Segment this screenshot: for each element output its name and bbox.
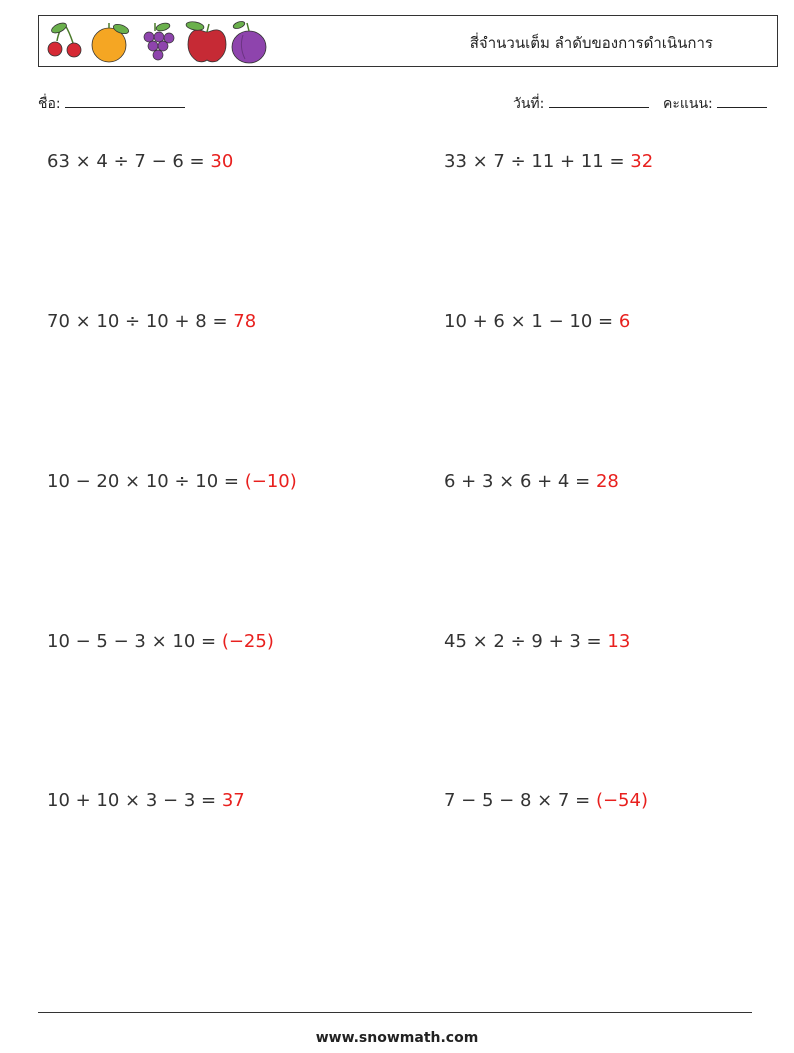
problem-2 — [444, 151, 653, 172]
grapes-icon — [144, 22, 174, 60]
cherry-icon — [48, 21, 81, 57]
problem-answer: 13 — [607, 631, 631, 652]
plum-icon — [232, 20, 266, 63]
problem-expression: 33 × 7 ÷ 11 + 11 = — [444, 151, 625, 172]
problem-expression: 6 + 3 × 6 + 4 = — [444, 471, 591, 492]
fruit-banner — [43, 19, 273, 65]
problem-7 — [47, 631, 274, 652]
problem-answer: 28 — [595, 471, 619, 492]
problem-answer: 30 — [210, 151, 234, 172]
footer-divider — [38, 1012, 752, 1013]
problem-answer: (−54) — [595, 790, 648, 811]
score-label: คะแนน: — [663, 96, 713, 112]
orange-icon — [92, 23, 130, 62]
date-field[interactable] — [513, 93, 649, 115]
date-label: วันที่: — [513, 96, 545, 112]
problem-expression: 10 + 6 × 1 − 10 = — [444, 311, 614, 332]
problem-6 — [444, 471, 619, 492]
problem-answer: (−25) — [221, 631, 274, 652]
problem-expression: 70 × 10 ÷ 10 + 8 = — [47, 311, 228, 332]
problem-expression: 10 + 10 × 3 − 3 = — [47, 790, 217, 811]
problem-answer: 37 — [221, 790, 245, 811]
worksheet-title: สี่จำนวนเต็ม ลำดับของการดำเนินการ — [469, 34, 713, 52]
name-blank[interactable] — [65, 93, 185, 108]
problem-expression: 63 × 4 ÷ 7 − 6 = — [47, 151, 205, 172]
header-box — [38, 15, 778, 67]
problem-4 — [444, 311, 630, 332]
name-label: ชื่อ: — [38, 96, 61, 112]
problem-expression: 45 × 2 ÷ 9 + 3 = — [444, 631, 602, 652]
problem-1 — [47, 151, 233, 172]
problem-8 — [444, 631, 630, 652]
date-blank[interactable] — [549, 93, 649, 108]
score-blank[interactable] — [717, 93, 767, 108]
apple-icon — [185, 20, 226, 61]
problem-expression: 7 − 5 − 8 × 7 = — [444, 790, 591, 811]
problem-5 — [47, 471, 297, 492]
footer-url[interactable]: www.snowmath.com — [315, 1030, 479, 1046]
problem-answer: (−10) — [244, 471, 297, 492]
problem-expression: 10 − 20 × 10 ÷ 10 = — [47, 471, 239, 492]
problem-9 — [47, 790, 245, 811]
name-field[interactable] — [38, 93, 185, 115]
problem-10 — [444, 790, 648, 811]
problem-answer: 6 — [618, 311, 631, 332]
problem-answer: 78 — [233, 311, 257, 332]
problem-3 — [47, 311, 256, 332]
problem-answer: 32 — [630, 151, 654, 172]
problem-expression: 10 − 5 − 3 × 10 = — [47, 631, 217, 652]
score-field[interactable] — [663, 93, 767, 115]
